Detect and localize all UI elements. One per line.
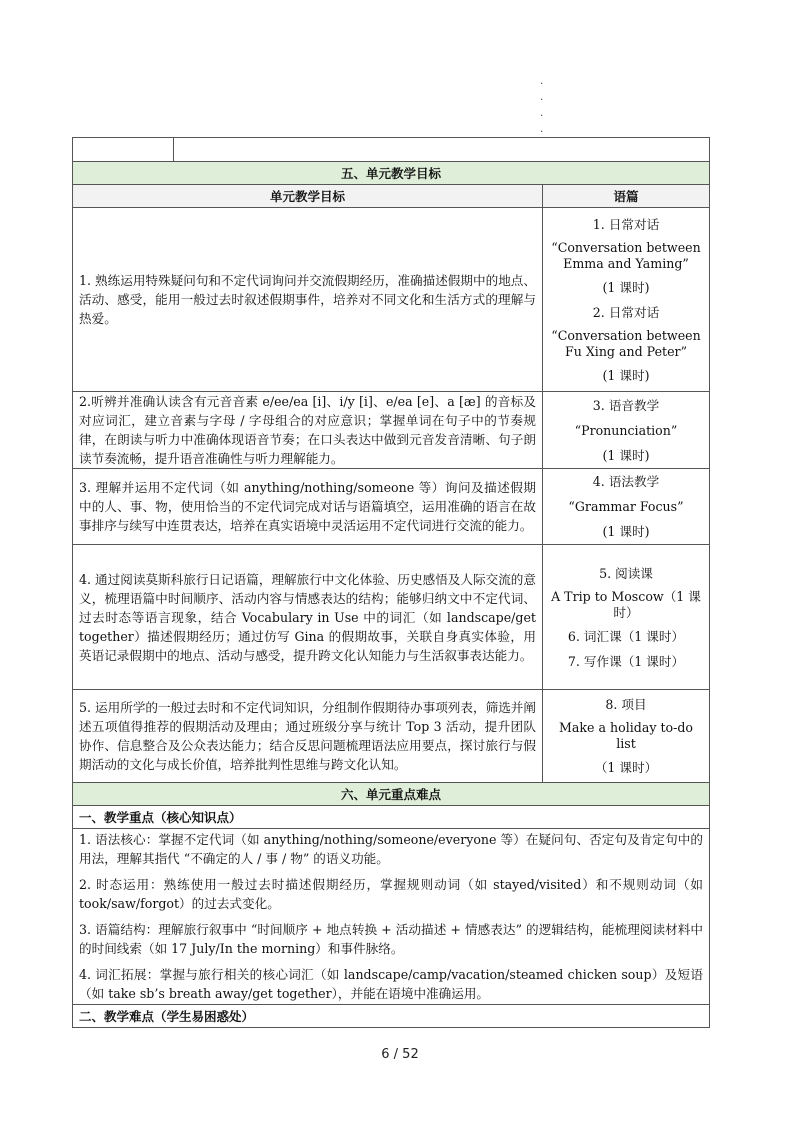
text-cell <box>543 545 710 690</box>
objective-row <box>73 208 710 392</box>
text-line: Make a holiday to-do list <box>559 720 693 751</box>
text-line: 4. 语法教学 <box>592 474 660 489</box>
margin-dot: . <box>540 108 544 119</box>
margin-dot: . <box>540 76 544 87</box>
teaching-focus-label: 一、教学重点（核心知识点） <box>73 806 710 829</box>
focus-point: 1. 语法核心：掌握不定代词（如 anything/nothing/someone/everyone 等）在疑问句、否定句及肯定句中的用法，理解其指代 “不确定的人 / 事 / 物” 的语义功能。 <box>79 832 703 866</box>
objective-cell: 3. 理解并运用不定代词（如 anything/nothing/someone 等）询问及描述假期中的人、事、物，使用恰当的不定代词完成对话与语篇填空，运用准确的语言在故事排序与续写中连贯表达，培养在真实语境中灵活运用不定代词进行交流的能力。 <box>73 469 543 545</box>
teaching-difficulty-label: 二、教学难点（学生易困惑处） <box>73 1005 710 1028</box>
section6-title: 六、单元重点难点 <box>73 783 710 806</box>
text-line: (1 课时) <box>602 447 650 463</box>
column-header-objective: 单元教学目标 <box>73 185 543 208</box>
objective-row <box>73 469 710 545</box>
margin-dot: . <box>540 124 544 135</box>
focus-points-cell <box>73 829 710 1005</box>
text-line: “Conversation between Emma and Yaming” <box>551 239 701 271</box>
margin-dot: . <box>540 92 544 103</box>
objective-cell: 4. 通过阅读莫斯科旅行日记语篇，理解旅行中文化体验、历史感悟及人际交流的意义，梳理语篇中时间顺序、活动内容与情感表达的结构；能够归纳文中不定代词、过去时态等语言现象，结合 Vocabulary in Use 中的词汇（如 landscape/get together）描述假期经历；通过仿写 Gina 的假期故事，关联自身真实体验，用英语记录假期中的地点、活动与感受，提升跨文化认知能力与生活叙事表达能力。 <box>73 545 543 690</box>
focus-point: 3. 语篇结构：理解旅行叙事中 “时间顺序 + 地点转换 + 活动描述 + 情感表达” 的逻辑结构，能梳理阅读材料中的时间线索（如 17 July/In the morning）和事件脉络。 <box>79 922 703 956</box>
text-line: 7. 写作课（1 课时） <box>567 653 685 669</box>
text-line: 8. 项目 <box>605 697 647 712</box>
text-line: (1 课时) <box>602 524 650 539</box>
text-cell <box>543 690 710 783</box>
text-line: (1 课时) <box>602 367 650 383</box>
text-line: (1 课时) <box>602 279 650 295</box>
text-line: “Pronunciation” <box>574 422 678 438</box>
text-line: “Conversation between Fu Xing and Peter” <box>551 327 701 359</box>
text-cell <box>543 392 710 469</box>
text-line: A Trip to Moscow（1 课时） <box>551 588 701 620</box>
objective-row <box>73 392 710 469</box>
objective-cell: 5. 运用所学的一般过去时和不定代词知识，分组制作假期待办事项列表，筛选并阐述五项值得推荐的假期活动及理由；通过班级分享与统计 Top 3 活动，提升团队协作、信息整合及公众表达能力；结合反思问题梳理语法应用要点，探讨旅行与假期活动的文化与成长价值，培养批判性思维与跨文化认知。 <box>73 690 543 783</box>
focus-point: 2. 时态运用：熟练使用一般过去时描述假期经历，掌握规则动词（如 stayed/visited）和不规则动词（如 took/saw/forgot）的过去式变化。 <box>79 877 703 911</box>
text-line: “Grammar Focus” <box>568 499 684 514</box>
cell-divider <box>173 138 174 161</box>
objective-row <box>73 545 710 690</box>
text-line: 2. 日常对话 <box>592 304 660 320</box>
text-line: （1 课时） <box>594 760 658 775</box>
objective-cell: 2.听辨并准确认读含有元音音素 e/ee/ea [i]、i/y [i]、e/ea [e]、a [æ] 的音标及对应词汇，建立音素与字母 / 字母组合的对应意识；掌握单词在句子中的节奏规律，在朗读与听力中准确体现语音节奏；在口头表达中做到元音发音清晰、句子朗读节奏流畅，提升语音准确性与听力理解能力。 <box>73 392 543 469</box>
objective-cell: 1. 熟练运用特殊疑问句和不定代词询问并交流假期经历，准确描述假期中的地点、活动、感受，能用一般过去时叙述假期事件，培养对不同文化和生活方式的理解与热爱。 <box>73 208 543 392</box>
text-line: 1. 日常对话 <box>592 216 660 232</box>
objective-row <box>73 690 710 783</box>
text-cell <box>543 208 710 392</box>
focus-point: 4. 词汇拓展：掌握与旅行相关的核心词汇（如 landscape/camp/vacation/steamed chicken soup）及短语（如 take sb’s breath away/get together），并能在语境中准确运用。 <box>79 967 703 1001</box>
column-header-text: 语篇 <box>543 185 710 208</box>
section5-title: 五、单元教学目标 <box>73 162 710 185</box>
unit-plan-table <box>72 137 710 1028</box>
margin-dots <box>540 74 546 138</box>
text-cell <box>543 469 710 545</box>
text-line: 6. 词汇课（1 课时） <box>567 628 685 644</box>
empty-top-row <box>73 138 710 162</box>
text-line: 3. 语音教学 <box>592 397 660 413</box>
page-number: 6 / 52 <box>381 1047 419 1062</box>
text-line: 5. 阅读课 <box>599 565 653 581</box>
